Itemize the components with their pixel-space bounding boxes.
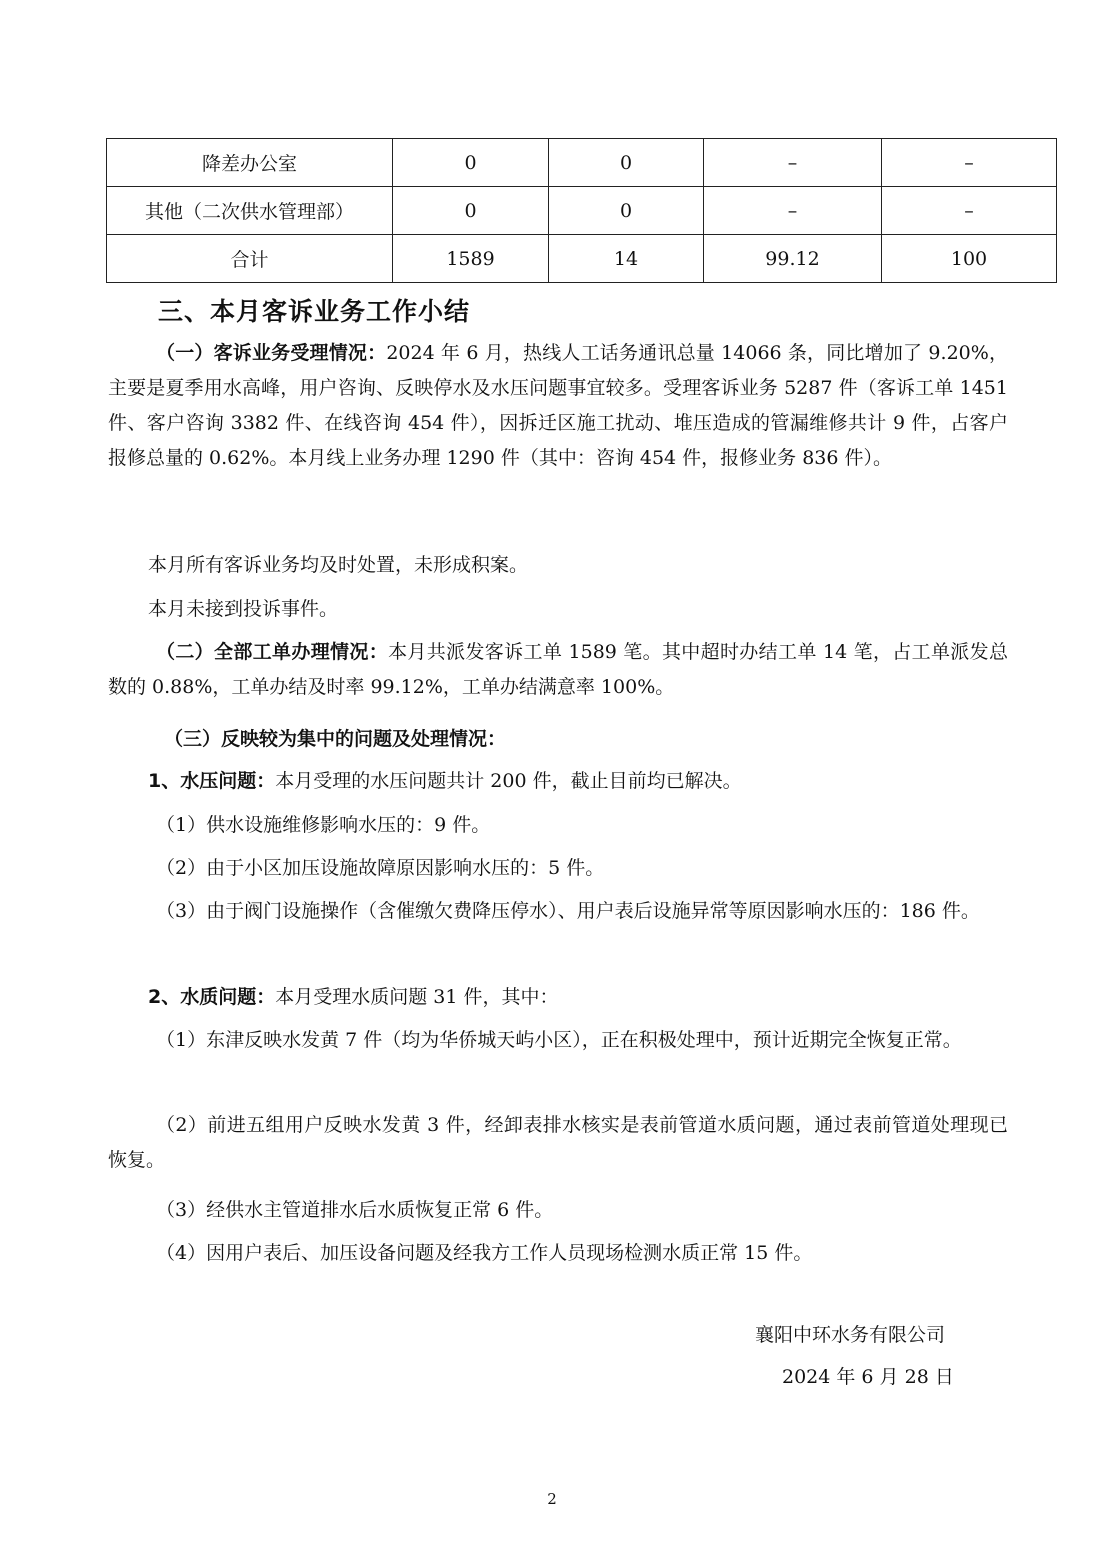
paragraph-water-pressure (108, 764, 1008, 799)
summary-table (106, 138, 1057, 283)
row-name-cell: 合计 (107, 235, 393, 283)
value-cell: 1589 (393, 235, 549, 283)
paragraph-focus-issues: （三）反映较为集中的问题及处理情况： (164, 728, 507, 750)
paragraph-text: 本月共派发客诉工单 1589 笔。其中超时办结工单 14 笔，占工单派发总数的 0.88%，工单办结及时率 99.12%，工单办结满意率 100%。 (108, 641, 1008, 698)
signature-date: 2024 年 6 月 28 日 (782, 1366, 954, 1388)
section-title: 三、本月客诉业务工作小结 (158, 297, 471, 326)
value-cell: 99.12 (704, 235, 882, 283)
page-number: 2 (547, 1490, 557, 1508)
value-cell: 14 (549, 235, 704, 283)
list-item: （2）由于小区加压设施故障原因影响水压的：5 件。 (156, 857, 605, 879)
list-item: （3）经供水主管道排水后水质恢复正常 6 件。 (156, 1199, 554, 1221)
value-cell: 0 (549, 187, 704, 235)
paragraph-work-orders (108, 635, 1008, 705)
paragraph-lead: 2、水质问题： (148, 986, 276, 1008)
list-item: （1）东津反映水发黄 7 件（均为华侨城天屿小区），正在积极处理中，预计近期完全恢复正常。 (156, 1029, 962, 1051)
list-item: （1）供水设施维修影响水压的：9 件。 (156, 814, 491, 836)
value-cell: 0 (393, 187, 549, 235)
row-name-cell: 其他（二次供水管理部） (107, 187, 393, 235)
list-item: （3）由于阀门设施操作（含催缴欠费降压停水）、用户表后设施异常等原因影响水压的：186 件。 (156, 900, 980, 922)
paragraph-lead: 1、水压问题： (148, 770, 276, 792)
value-cell: – (882, 187, 1057, 235)
value-cell: – (882, 139, 1057, 187)
value-cell: 0 (549, 139, 704, 187)
paragraph-lead: （二）全部工单办理情况： (156, 641, 389, 663)
paragraph-no-complaints: 本月未接到投诉事件。 (148, 598, 339, 620)
paragraph-text: 本月受理水质问题 31 件，其中： (275, 986, 559, 1008)
table-row-total (107, 235, 1057, 283)
value-cell: – (704, 187, 882, 235)
value-cell: – (704, 139, 882, 187)
paragraph-text: 本月受理的水压问题共计 200 件，截止目前均已解决。 (275, 770, 742, 792)
paragraph-no-backlog: 本月所有客诉业务均及时处置，未形成积案。 (148, 554, 529, 576)
row-name-cell: 降差办公室 (107, 139, 393, 187)
list-item: （2）前进五组用户反映水发黄 3 件，经卸表排水核实是表前管道水质问题，通过表前管道处理现已恢复。 (108, 1114, 1008, 1171)
list-item: （4）因用户表后、加压设备问题及经我方工作人员现场检测水质正常 15 件。 (156, 1242, 813, 1264)
value-cell: 100 (882, 235, 1057, 283)
signature-company: 襄阳中环水务有限公司 (755, 1324, 946, 1346)
table-row (107, 187, 1057, 235)
paragraph-complaint-intake (108, 336, 1008, 476)
table-row (107, 139, 1057, 187)
paragraph-water-quality (108, 980, 1008, 1015)
paragraph-text: 2024 年 6 月，热线人工话务通讯总量 14066 条，同比增加了 9.20%，主要是夏季用水高峰，用户咨询、反映停水及水压问题事宜较多。受理客诉业务 5287 件（客诉工单 1451 件、客户咨询 3382 件、在线咨询 454 件），因拆迁区施工扰动、堆压造成的管漏维修共计 9 件，占客户报修总量的 0.62%。本月线上业务办理 1290 件（其中：咨询 454 件，报修业务 836 件）。 (108, 342, 1008, 469)
value-cell: 0 (393, 139, 549, 187)
paragraph-lead: （一）客诉业务受理情况： (156, 342, 387, 364)
